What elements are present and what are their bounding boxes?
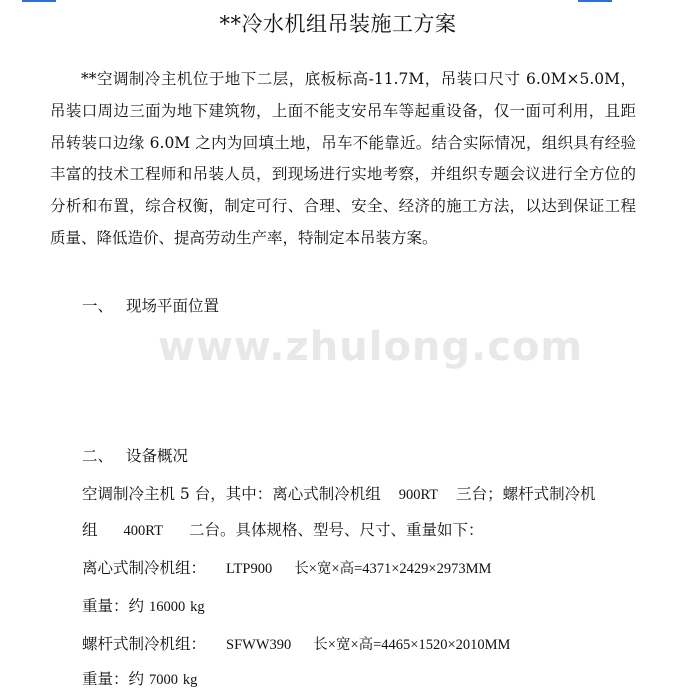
overview-text: 三台；螺杆式制冷机 [456, 485, 596, 503]
overview-text: 空调制冷主机 5 台，其中：离心式制冷机组 [82, 485, 381, 503]
document-title: **冷水机组吊装施工方案 [219, 12, 457, 36]
capacity-value: 400RT [123, 523, 163, 539]
unit-weight-1 [82, 594, 642, 616]
unit-spec-2 [82, 632, 642, 654]
weight-value: 16000 [148, 599, 186, 615]
weight-label: 重量：约 [82, 597, 145, 615]
unit-model: LTP900 [226, 561, 273, 577]
section-number: 二、 [82, 447, 114, 465]
capacity-value: 900RT [398, 487, 439, 503]
section-heading-1 [82, 294, 219, 316]
unit-label: 离心式制冷机组： [82, 559, 207, 577]
unit-spec-1 [82, 556, 642, 578]
weight-unit: kg [182, 672, 198, 688]
section-number: 一、 [82, 297, 114, 315]
unit-dimensions: 长×宽×高=4465×1520×2010MM [313, 637, 511, 653]
section-heading-2 [82, 444, 188, 466]
weight-unit: kg [190, 599, 205, 615]
unit-weight-2 [82, 667, 642, 689]
section-title: 现场平面位置 [126, 297, 220, 315]
weight-label: 重量：约 [82, 670, 145, 688]
overview-text: 组 [82, 521, 98, 539]
weight-value: 7000 [148, 672, 178, 688]
page-corner-mark-right [578, 0, 612, 2]
overview-text: 二台。具体规格、型号、尺寸、重量如下： [188, 521, 484, 539]
unit-label: 螺杆式制冷机组： [82, 635, 207, 653]
overview-line-2 [82, 518, 642, 540]
unit-model: SFWW390 [226, 637, 292, 653]
overview-line-1 [82, 482, 642, 504]
intro-paragraph: **空调制冷主机位于地下二层，底板标高-11.7M，吊装口尺寸 6.0M×5.0M，吊装口周边三面为地下建筑物，上面不能支安吊车等起重设备，仅一面可利用，且距吊转装口边缘 6.0M 之内为回填土地，吊车不能靠近。结合实际情况，组织具有经验丰富的技术工程师和吊装人员，到现场进行实地考察，并组织专题会议进行全方位的分析和布置，综合权衡，制定可行、合理、安全、经济的施工方法，以达到保证工程质量、降低造价、提高劳动生产率，特制定本吊装方案。 [50, 70, 636, 247]
unit-dimensions: 长×宽×高=4371×2429×2973MM [294, 561, 492, 577]
section-title: 设备概况 [126, 447, 189, 465]
watermark: www.zhulong.com [158, 324, 584, 370]
page-corner-mark-left [22, 0, 56, 2]
